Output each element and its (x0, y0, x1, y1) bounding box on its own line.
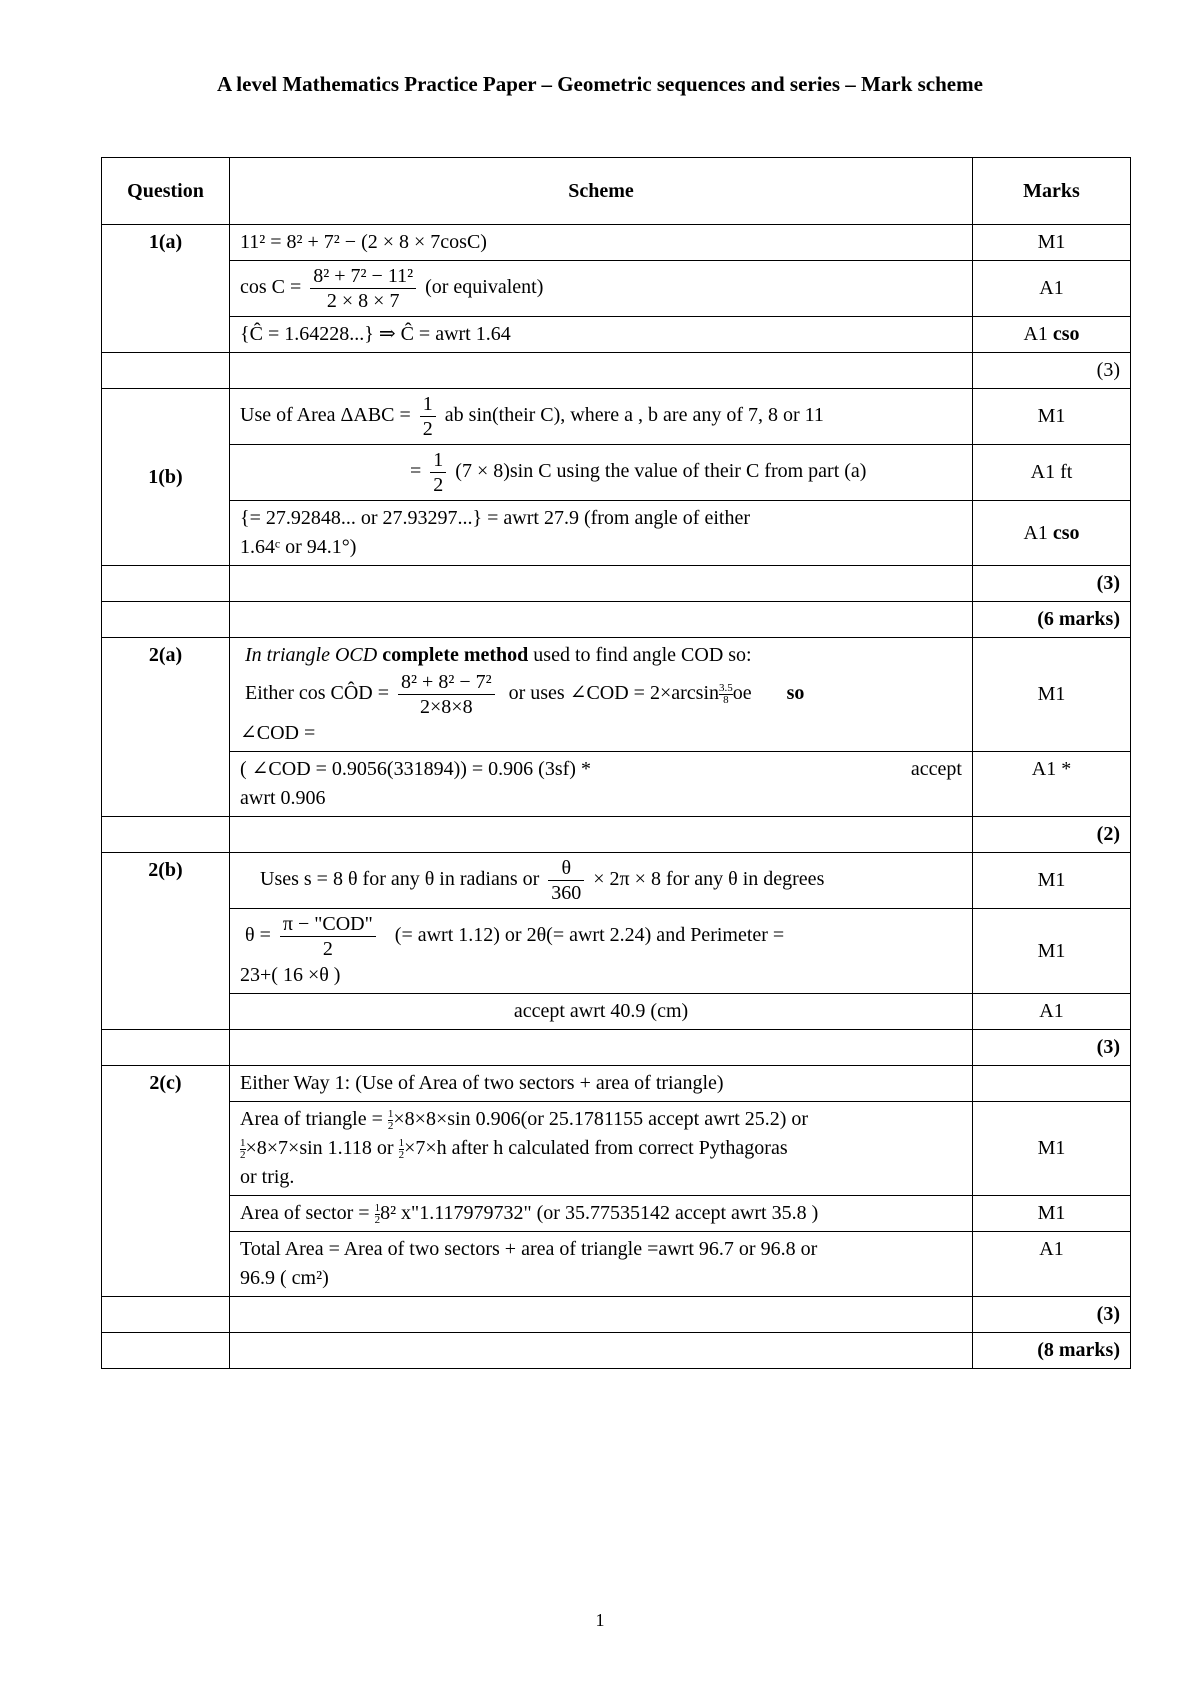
question-label: 1(b) (102, 389, 230, 566)
scheme-cell: Uses s = 8 θ for any θ in radians or $\frac{\theta}{360}$ × 2π × 8 for any θ in degrees (230, 853, 973, 909)
marks-cell: M1 (973, 853, 1131, 909)
page-number: 1 (595, 1610, 605, 1630)
fraction: $\frac{1}{2}$ (430, 448, 446, 497)
table-header-row (102, 158, 1131, 225)
scheme-cell: 11² = 8² + 7² − (2 × 8 × 7cosC) (230, 225, 973, 261)
marks-cell: A1 (973, 994, 1131, 1030)
scheme-cell: In triangle OCD complete method used to find angle COD so: Either cos CÔD = $\frac{\text{8² + 8² − 7²}}{2\times 8\times 8}$ or uses ∠COD = 2×arcsin $\frac{3.5}{8}$ oe so ∠COD = (230, 638, 973, 752)
grand-total-row (102, 602, 1131, 638)
grand-total: (6 marks) (973, 602, 1131, 638)
subtotal: (3) (973, 566, 1131, 602)
scheme-cell: accept awrt 40.9 (cm) (230, 994, 973, 1030)
table-row (102, 1232, 1131, 1297)
page-title: A level Mathematics Practice Paper – Geometric sequences and series – Mark scheme (217, 72, 983, 96)
table-row (102, 752, 1131, 817)
marks-cell: M1 (973, 389, 1131, 445)
fraction: $\frac{\text{π − "COD"}}{2}$ (280, 912, 376, 961)
scheme-cell: Total Area = Area of two sectors + area of triangle =awrt 96.7 or 96.8 or 96.9 ( cm²) (230, 1232, 973, 1297)
marks-cell: M1 (973, 225, 1131, 261)
table-row (102, 317, 1131, 353)
question-label: 1(a) (102, 225, 230, 353)
subtotal: (3) (973, 1030, 1131, 1066)
marks-cell: A1 cso (973, 317, 1131, 353)
table-row (102, 389, 1131, 445)
table-row (102, 225, 1131, 261)
mark-scheme-table (101, 157, 1131, 1369)
scheme-cell: θ = $\frac{\text{π − "COD"}}{2}$ (= awrt 1.12) or 2θ(= awrt 2.24) and Perimeter = 23+( 16 ×θ ) (230, 909, 973, 994)
fraction: $\frac{\theta}{360}$ (548, 856, 584, 905)
subtotal: (2) (973, 817, 1131, 853)
fraction: $\frac{1}{2}$ (420, 392, 436, 441)
scheme-cell: cos C = $\frac{\text{8² + 7² − 11²}}{2 \times 8 \times 7}$ (or equivalent) (230, 261, 973, 317)
scheme-cell: Area of triangle = $\frac{1}{2}$ ×8×8×sin 0.906(or 25.1781155 accept awrt 25.2) or $\frac{1}{2}$ ×8×7×sin 1.118 or $\frac{1}{2}$ ×7×h after h calculated from correct Pythagoras or trig. (230, 1102, 973, 1196)
subtotal-row (102, 817, 1131, 853)
marks-cell: A1 cso (973, 501, 1131, 566)
subtotal-row (102, 353, 1131, 389)
scheme-cell: Either Way 1: (Use of Area of two sectors + area of triangle) (230, 1066, 973, 1102)
header-marks: Marks (973, 158, 1131, 225)
table-row (102, 1196, 1131, 1232)
table-row (102, 638, 1131, 752)
scheme-cell: Area of sector = $\frac{1}{2}$ 8² x"1.117979732" (or 35.77535142 accept awrt 35.8 ) (230, 1196, 973, 1232)
grand-total: (8 marks) (973, 1333, 1131, 1369)
scheme-cell: ( ∠COD = 0.9056(331894)) = 0.906 (3sf) * accept awrt 0.906 (230, 752, 973, 817)
table-row (102, 909, 1131, 994)
grand-total-row (102, 1333, 1131, 1369)
table-row (102, 994, 1131, 1030)
scheme-cell: {Ĉ = 1.64228...} ⇒ Ĉ = awrt 1.64 (230, 317, 973, 353)
marks-cell: M1 (973, 1102, 1131, 1196)
fraction: $\frac{\text{8² + 8² − 7²}}{2\times 8\times 8}$ (398, 670, 495, 719)
marks-cell: A1 * (973, 752, 1131, 817)
table-row (102, 1102, 1131, 1196)
marks-cell: A1 (973, 261, 1131, 317)
question-label: 2(b) (102, 853, 230, 1030)
scheme-cell: Use of Area ΔABC = $\frac{1}{2}$ ab sin(their C), where a , b are any of 7, 8 or 11 (230, 389, 973, 445)
question-label: 2(a) (102, 638, 230, 817)
fraction: $\frac{\text{8² + 7² − 11²}}{2 \times 8 \times 7}$ (310, 264, 416, 313)
table-row (102, 501, 1131, 566)
marks-cell: A1 ft (973, 445, 1131, 501)
scheme-cell: = $\frac{1}{2}$ (7 × 8)sin C using the value of their C from part (a) (230, 445, 973, 501)
table-row (102, 445, 1131, 501)
table-row (102, 1066, 1131, 1102)
subtotal: (3) (973, 1297, 1131, 1333)
header-question: Question (102, 158, 230, 225)
small-fraction: $\frac{3.5}{8}$ (719, 682, 733, 706)
marks-cell: A1 (973, 1232, 1131, 1297)
subtotal-row (102, 566, 1131, 602)
table-row (102, 261, 1131, 317)
subtotal-row (102, 1030, 1131, 1066)
subtotal: (3) (973, 353, 1131, 389)
table-row (102, 853, 1131, 909)
subtotal-row (102, 1297, 1131, 1333)
header-scheme: Scheme (230, 158, 973, 225)
scheme-cell: {= 27.92848... or 27.93297...} = awrt 27.9 (from angle of either 1.64ᶜ or 94.1°) (230, 501, 973, 566)
marks-cell: M1 (973, 909, 1131, 994)
marks-cell: M1 (973, 638, 1131, 752)
marks-cell: M1 (973, 1196, 1131, 1232)
question-label: 2(c) (102, 1066, 230, 1297)
marks-cell (973, 1066, 1131, 1102)
